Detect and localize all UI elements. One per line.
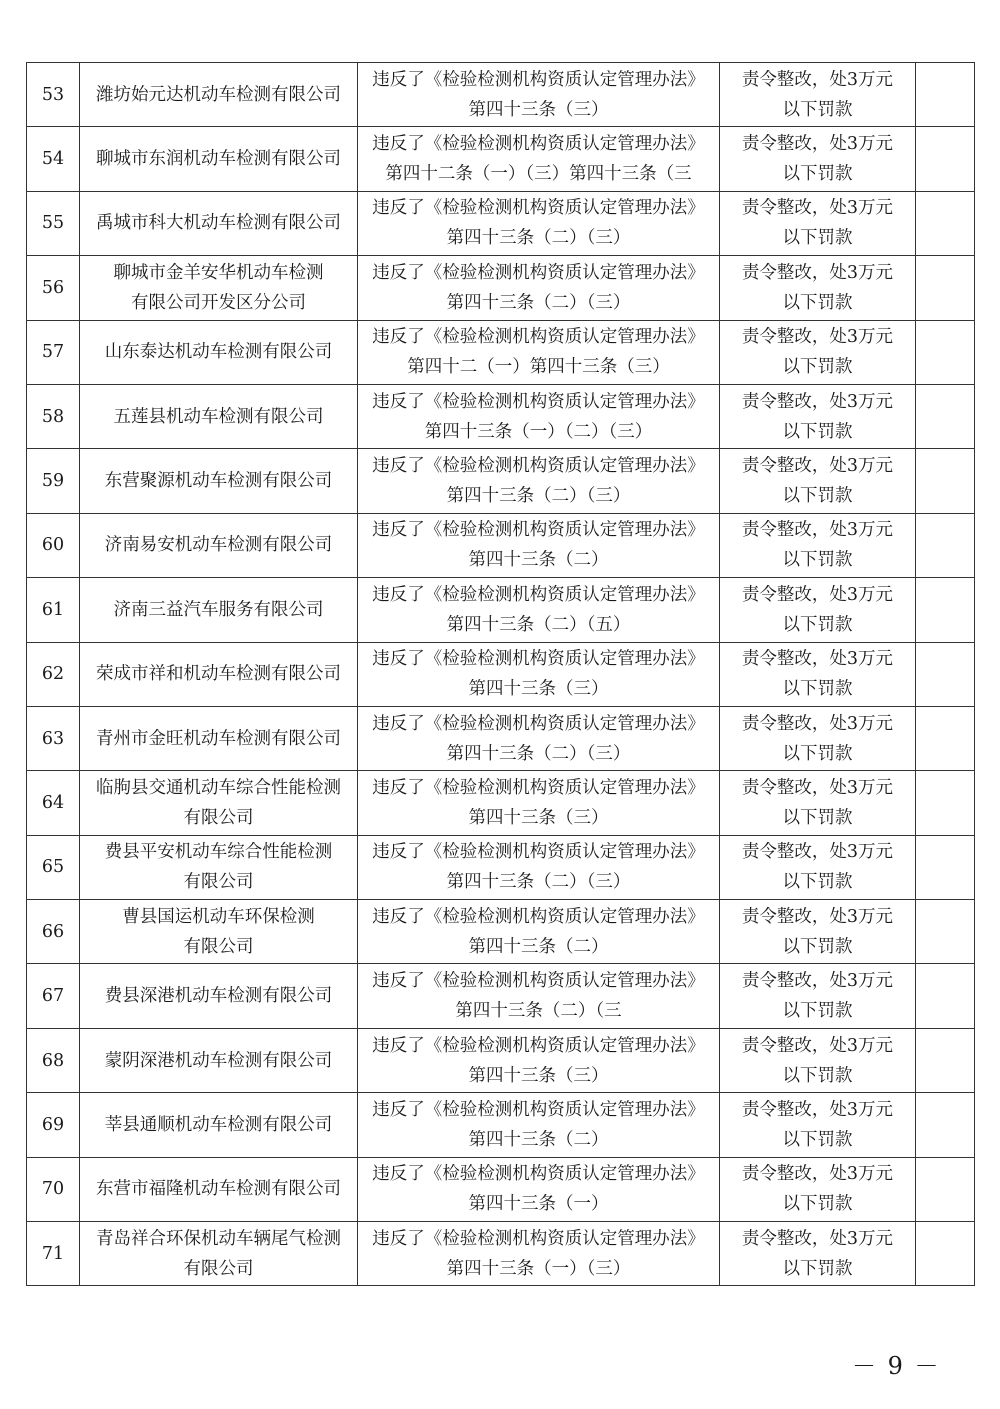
company-name-cell <box>80 384 358 448</box>
company-name-line: 曹县国运机动车环保检测 <box>122 906 315 927</box>
violation-reason-line: 违反了《检验检测机构资质认定管理办法》 <box>372 777 705 798</box>
company-name-cell <box>80 256 358 320</box>
row-number: 63 <box>41 728 65 749</box>
table-row <box>27 1157 975 1221</box>
violation-reason-cell <box>358 63 720 127</box>
violation-reason-line: 第四十三条（一）（二）（三） <box>424 421 653 442</box>
table-row <box>27 578 975 642</box>
company-name-line: 聊城市金羊安华机动车检测 <box>113 262 324 283</box>
table-row <box>27 320 975 384</box>
company-name-line: 山东泰达机动车检测有限公司 <box>104 342 333 363</box>
row-number: 58 <box>41 406 65 427</box>
row-number-cell <box>27 835 80 899</box>
row-number: 57 <box>41 342 65 363</box>
penalty-decision-line: 责令整改，处3万元 <box>741 842 894 863</box>
company-name-line: 有限公司开发区分公司 <box>131 292 306 313</box>
violation-reason-line: 违反了《检验检测机构资质认定管理办法》 <box>372 327 705 348</box>
penalty-decision-line: 以下罚款 <box>782 936 853 957</box>
violation-reason-line: 违反了《检验检测机构资质认定管理办法》 <box>372 134 705 155</box>
table-row <box>27 642 975 706</box>
violation-reason-line: 违反了《检验检测机构资质认定管理办法》 <box>372 1164 705 1185</box>
violation-reason-line: 第四十二（一）第四十三条（三） <box>407 357 670 378</box>
violation-reason-cell <box>358 1028 720 1092</box>
penalty-decision-line: 责令整改，处3万元 <box>741 1228 894 1249</box>
penalty-decision-line: 以下罚款 <box>782 1129 853 1150</box>
company-name-line: 聊城市东润机动车检测有限公司 <box>96 149 341 170</box>
penalty-decision-line: 责令整改，处3万元 <box>741 520 894 541</box>
penalty-decision-cell <box>720 706 916 770</box>
penalty-decision-line: 责令整改，处3万元 <box>741 69 894 90</box>
company-name-line: 有限公司 <box>183 936 254 957</box>
table-row <box>27 127 975 191</box>
remark-cell <box>916 1222 975 1286</box>
violation-reason-cell <box>358 706 720 770</box>
penalty-decision-line: 以下罚款 <box>782 99 853 120</box>
violation-reason-line: 第四十三条（二）（五） <box>446 614 631 635</box>
violation-reason-line: 第四十三条（二）（三 <box>455 1001 622 1022</box>
row-number: 70 <box>41 1179 65 1200</box>
penalty-decision-line: 以下罚款 <box>782 421 853 442</box>
penalty-decision-line: 以下罚款 <box>782 486 853 507</box>
penalty-decision-cell <box>720 63 916 127</box>
violation-reason-line: 违反了《检验检测机构资质认定管理办法》 <box>372 906 705 927</box>
violation-reason-cell <box>358 256 720 320</box>
company-name-line: 青州市金旺机动车检测有限公司 <box>96 728 341 749</box>
penalty-decision-cell <box>720 964 916 1028</box>
company-name-cell <box>80 127 358 191</box>
company-name-cell <box>80 513 358 577</box>
remark-cell <box>916 63 975 127</box>
penalty-decision-line: 以下罚款 <box>782 1258 853 1279</box>
violation-reason-line: 违反了《检验检测机构资质认定管理办法》 <box>372 971 705 992</box>
violation-reason-line: 违反了《检验检测机构资质认定管理办法》 <box>372 391 705 412</box>
company-name-cell <box>80 706 358 770</box>
remark-cell <box>916 127 975 191</box>
penalty-decision-cell <box>720 449 916 513</box>
penalty-table-body <box>27 63 975 1286</box>
remark-cell <box>916 1157 975 1221</box>
company-name-line: 东营市福隆机动车检测有限公司 <box>96 1179 341 1200</box>
remark-cell <box>916 1093 975 1157</box>
company-name-cell <box>80 449 358 513</box>
remark-cell <box>916 191 975 255</box>
table-row <box>27 1222 975 1286</box>
penalty-decision-cell <box>720 1222 916 1286</box>
remark-cell <box>916 642 975 706</box>
company-name-line: 临朐县交通机动车综合性能检测 <box>96 777 341 798</box>
violation-reason-line: 第四十二条（一）（三）第四十三条（三 <box>385 164 692 185</box>
company-name-line: 有限公司 <box>183 1258 254 1279</box>
company-name-line: 东营聚源机动车检测有限公司 <box>104 471 333 492</box>
remark-cell <box>916 513 975 577</box>
remark-cell <box>916 578 975 642</box>
penalty-decision-cell <box>720 256 916 320</box>
violation-reason-line: 第四十三条（三） <box>468 807 609 828</box>
remark-cell <box>916 449 975 513</box>
company-name-cell <box>80 900 358 964</box>
violation-reason-line: 第四十三条（二） <box>468 936 609 957</box>
row-number: 56 <box>41 277 65 298</box>
penalty-decision-cell <box>720 384 916 448</box>
penalty-decision-line: 责令整改，处3万元 <box>741 1035 894 1056</box>
remark-cell <box>916 384 975 448</box>
penalty-decision-line: 以下罚款 <box>782 1065 853 1086</box>
remark-cell <box>916 900 975 964</box>
violation-reason-cell <box>358 1222 720 1286</box>
violation-reason-line: 违反了《检验检测机构资质认定管理办法》 <box>372 262 705 283</box>
company-name-cell <box>80 1157 358 1221</box>
penalty-decision-line: 责令整改，处3万元 <box>741 456 894 477</box>
remark-cell <box>916 320 975 384</box>
company-name-line: 济南易安机动车检测有限公司 <box>104 535 333 556</box>
row-number-cell <box>27 1093 80 1157</box>
penalty-table <box>26 62 975 1286</box>
penalty-decision-line: 责令整改，处3万元 <box>741 198 894 219</box>
violation-reason-line: 违反了《检验检测机构资质认定管理办法》 <box>372 69 705 90</box>
row-number-cell <box>27 513 80 577</box>
row-number-cell <box>27 578 80 642</box>
violation-reason-line: 第四十三条（二）（三） <box>446 228 631 249</box>
penalty-decision-cell <box>720 1028 916 1092</box>
penalty-decision-line: 以下罚款 <box>782 872 853 893</box>
penalty-decision-line: 以下罚款 <box>782 228 853 249</box>
violation-reason-cell <box>358 449 720 513</box>
violation-reason-cell <box>358 1093 720 1157</box>
page-number: － 9 － <box>852 1352 941 1380</box>
penalty-decision-line: 以下罚款 <box>782 357 853 378</box>
penalty-decision-cell <box>720 771 916 835</box>
violation-reason-cell <box>358 513 720 577</box>
remark-cell <box>916 256 975 320</box>
violation-reason-cell <box>358 900 720 964</box>
row-number: 55 <box>41 213 65 234</box>
company-name-cell <box>80 1222 358 1286</box>
penalty-decision-line: 以下罚款 <box>782 807 853 828</box>
row-number-cell <box>27 706 80 770</box>
violation-reason-line: 第四十三条（三） <box>468 99 609 120</box>
penalty-decision-line: 责令整改，处3万元 <box>741 777 894 798</box>
penalty-decision-cell <box>720 1093 916 1157</box>
row-number-cell <box>27 127 80 191</box>
violation-reason-line: 违反了《检验检测机构资质认定管理办法》 <box>372 1099 705 1120</box>
penalty-decision-line: 责令整改，处3万元 <box>741 649 894 670</box>
penalty-decision-line: 以下罚款 <box>782 1194 853 1215</box>
penalty-decision-line: 责令整改，处3万元 <box>741 1099 894 1120</box>
row-number: 65 <box>41 857 65 878</box>
penalty-decision-line: 责令整改，处3万元 <box>741 327 894 348</box>
company-name-line: 青岛祥合环保机动车辆尾气检测 <box>96 1228 341 1249</box>
penalty-decision-line: 以下罚款 <box>782 679 853 700</box>
company-name-cell <box>80 642 358 706</box>
remark-cell <box>916 835 975 899</box>
company-name-line: 禹城市科大机动车检测有限公司 <box>96 213 341 234</box>
company-name-line: 费县平安机动车综合性能检测 <box>104 842 333 863</box>
violation-reason-cell <box>358 642 720 706</box>
penalty-decision-line: 责令整改，处3万元 <box>741 971 894 992</box>
penalty-decision-line: 以下罚款 <box>782 292 853 313</box>
table-row <box>27 449 975 513</box>
penalty-decision-line: 责令整改，处3万元 <box>741 262 894 283</box>
penalty-decision-cell <box>720 191 916 255</box>
table-row <box>27 256 975 320</box>
table-row <box>27 63 975 127</box>
company-name-cell <box>80 320 358 384</box>
table-row <box>27 191 975 255</box>
company-name-line: 有限公司 <box>183 807 254 828</box>
penalty-decision-cell <box>720 127 916 191</box>
row-number-cell <box>27 1028 80 1092</box>
row-number: 61 <box>41 599 65 620</box>
penalty-decision-line: 以下罚款 <box>782 550 853 571</box>
company-name-line: 莘县通顺机动车检测有限公司 <box>104 1114 333 1135</box>
row-number-cell <box>27 1222 80 1286</box>
violation-reason-line: 第四十三条（三） <box>468 679 609 700</box>
penalty-decision-line: 以下罚款 <box>782 164 853 185</box>
company-name-line: 潍坊始元达机动车检测有限公司 <box>96 84 341 105</box>
company-name-line: 有限公司 <box>183 872 254 893</box>
penalty-decision-line: 责令整改，处3万元 <box>741 1164 894 1185</box>
table-row <box>27 900 975 964</box>
row-number: 69 <box>41 1114 65 1135</box>
penalty-decision-line: 责令整改，处3万元 <box>741 134 894 155</box>
penalty-decision-cell <box>720 900 916 964</box>
row-number-cell <box>27 320 80 384</box>
violation-reason-cell <box>358 191 720 255</box>
violation-reason-line: 违反了《检验检测机构资质认定管理办法》 <box>372 649 705 670</box>
company-name-cell <box>80 1028 358 1092</box>
remark-cell <box>916 1028 975 1092</box>
violation-reason-line: 违反了《检验检测机构资质认定管理办法》 <box>372 456 705 477</box>
remark-cell <box>916 771 975 835</box>
company-name-cell <box>80 964 358 1028</box>
company-name-line: 荣成市祥和机动车检测有限公司 <box>96 664 341 685</box>
row-number: 60 <box>41 535 65 556</box>
company-name-line: 蒙阴深港机动车检测有限公司 <box>104 1050 333 1071</box>
row-number-cell <box>27 900 80 964</box>
violation-reason-cell <box>358 578 720 642</box>
table-row <box>27 964 975 1028</box>
table-row <box>27 384 975 448</box>
company-name-cell <box>80 63 358 127</box>
penalty-decision-cell <box>720 642 916 706</box>
row-number: 68 <box>41 1050 65 1071</box>
violation-reason-line: 违反了《检验检测机构资质认定管理办法》 <box>372 520 705 541</box>
violation-reason-line: 第四十三条（二）（三） <box>446 486 631 507</box>
violation-reason-line: 违反了《检验检测机构资质认定管理办法》 <box>372 713 705 734</box>
violation-reason-cell <box>358 964 720 1028</box>
penalty-decision-line: 责令整改，处3万元 <box>741 906 894 927</box>
penalty-decision-cell <box>720 320 916 384</box>
row-number: 64 <box>41 792 65 813</box>
violation-reason-cell <box>358 320 720 384</box>
remark-cell <box>916 706 975 770</box>
row-number-cell <box>27 384 80 448</box>
company-name-cell <box>80 771 358 835</box>
penalty-decision-cell <box>720 835 916 899</box>
penalty-decision-line: 以下罚款 <box>782 1001 853 1022</box>
row-number: 59 <box>41 471 65 492</box>
violation-reason-line: 违反了《检验检测机构资质认定管理办法》 <box>372 584 705 605</box>
violation-reason-line: 第四十三条（一） <box>468 1194 609 1215</box>
company-name-line: 济南三益汽车服务有限公司 <box>113 599 324 620</box>
penalty-decision-line: 以下罚款 <box>782 614 853 635</box>
row-number-cell <box>27 191 80 255</box>
row-number-cell <box>27 642 80 706</box>
violation-reason-line: 第四十三条（二）（三） <box>446 743 631 764</box>
penalty-decision-line: 责令整改，处3万元 <box>741 713 894 734</box>
violation-reason-cell <box>358 771 720 835</box>
row-number-cell <box>27 449 80 513</box>
violation-reason-line: 违反了《检验检测机构资质认定管理办法》 <box>372 198 705 219</box>
company-name-cell <box>80 191 358 255</box>
row-number: 66 <box>41 921 65 942</box>
row-number: 71 <box>41 1243 65 1264</box>
violation-reason-line: 第四十三条（一）（三） <box>446 1258 631 1279</box>
violation-reason-cell <box>358 835 720 899</box>
violation-reason-line: 第四十三条（二）（三） <box>446 292 631 313</box>
penalty-decision-cell <box>720 513 916 577</box>
row-number-cell <box>27 1157 80 1221</box>
violation-reason-line: 违反了《检验检测机构资质认定管理办法》 <box>372 1035 705 1056</box>
table-row <box>27 835 975 899</box>
row-number: 62 <box>41 664 65 685</box>
violation-reason-cell <box>358 127 720 191</box>
table-row <box>27 706 975 770</box>
penalty-decision-line: 以下罚款 <box>782 743 853 764</box>
penalty-decision-cell <box>720 578 916 642</box>
table-row <box>27 771 975 835</box>
violation-reason-line: 第四十三条（二） <box>468 1129 609 1150</box>
company-name-line: 五莲县机动车检测有限公司 <box>113 406 324 427</box>
row-number-cell <box>27 256 80 320</box>
company-name-cell <box>80 1093 358 1157</box>
penalty-decision-cell <box>720 1157 916 1221</box>
row-number: 53 <box>41 84 65 105</box>
violation-reason-cell <box>358 384 720 448</box>
company-name-cell <box>80 835 358 899</box>
violation-reason-line: 第四十三条（二）（三） <box>446 872 631 893</box>
row-number-cell <box>27 964 80 1028</box>
table-row <box>27 513 975 577</box>
company-name-line: 费县深港机动车检测有限公司 <box>104 986 333 1007</box>
row-number-cell <box>27 63 80 127</box>
penalty-decision-line: 责令整改，处3万元 <box>741 584 894 605</box>
violation-reason-line: 违反了《检验检测机构资质认定管理办法》 <box>372 842 705 863</box>
violation-reason-cell <box>358 1157 720 1221</box>
company-name-cell <box>80 578 358 642</box>
table-row <box>27 1093 975 1157</box>
row-number-cell <box>27 771 80 835</box>
violation-reason-line: 违反了《检验检测机构资质认定管理办法》 <box>372 1228 705 1249</box>
row-number: 54 <box>41 149 65 170</box>
table-row <box>27 1028 975 1092</box>
remark-cell <box>916 964 975 1028</box>
violation-reason-line: 第四十三条（二） <box>468 550 609 571</box>
violation-reason-line: 第四十三条（三） <box>468 1065 609 1086</box>
row-number: 67 <box>41 986 65 1007</box>
penalty-decision-line: 责令整改，处3万元 <box>741 391 894 412</box>
